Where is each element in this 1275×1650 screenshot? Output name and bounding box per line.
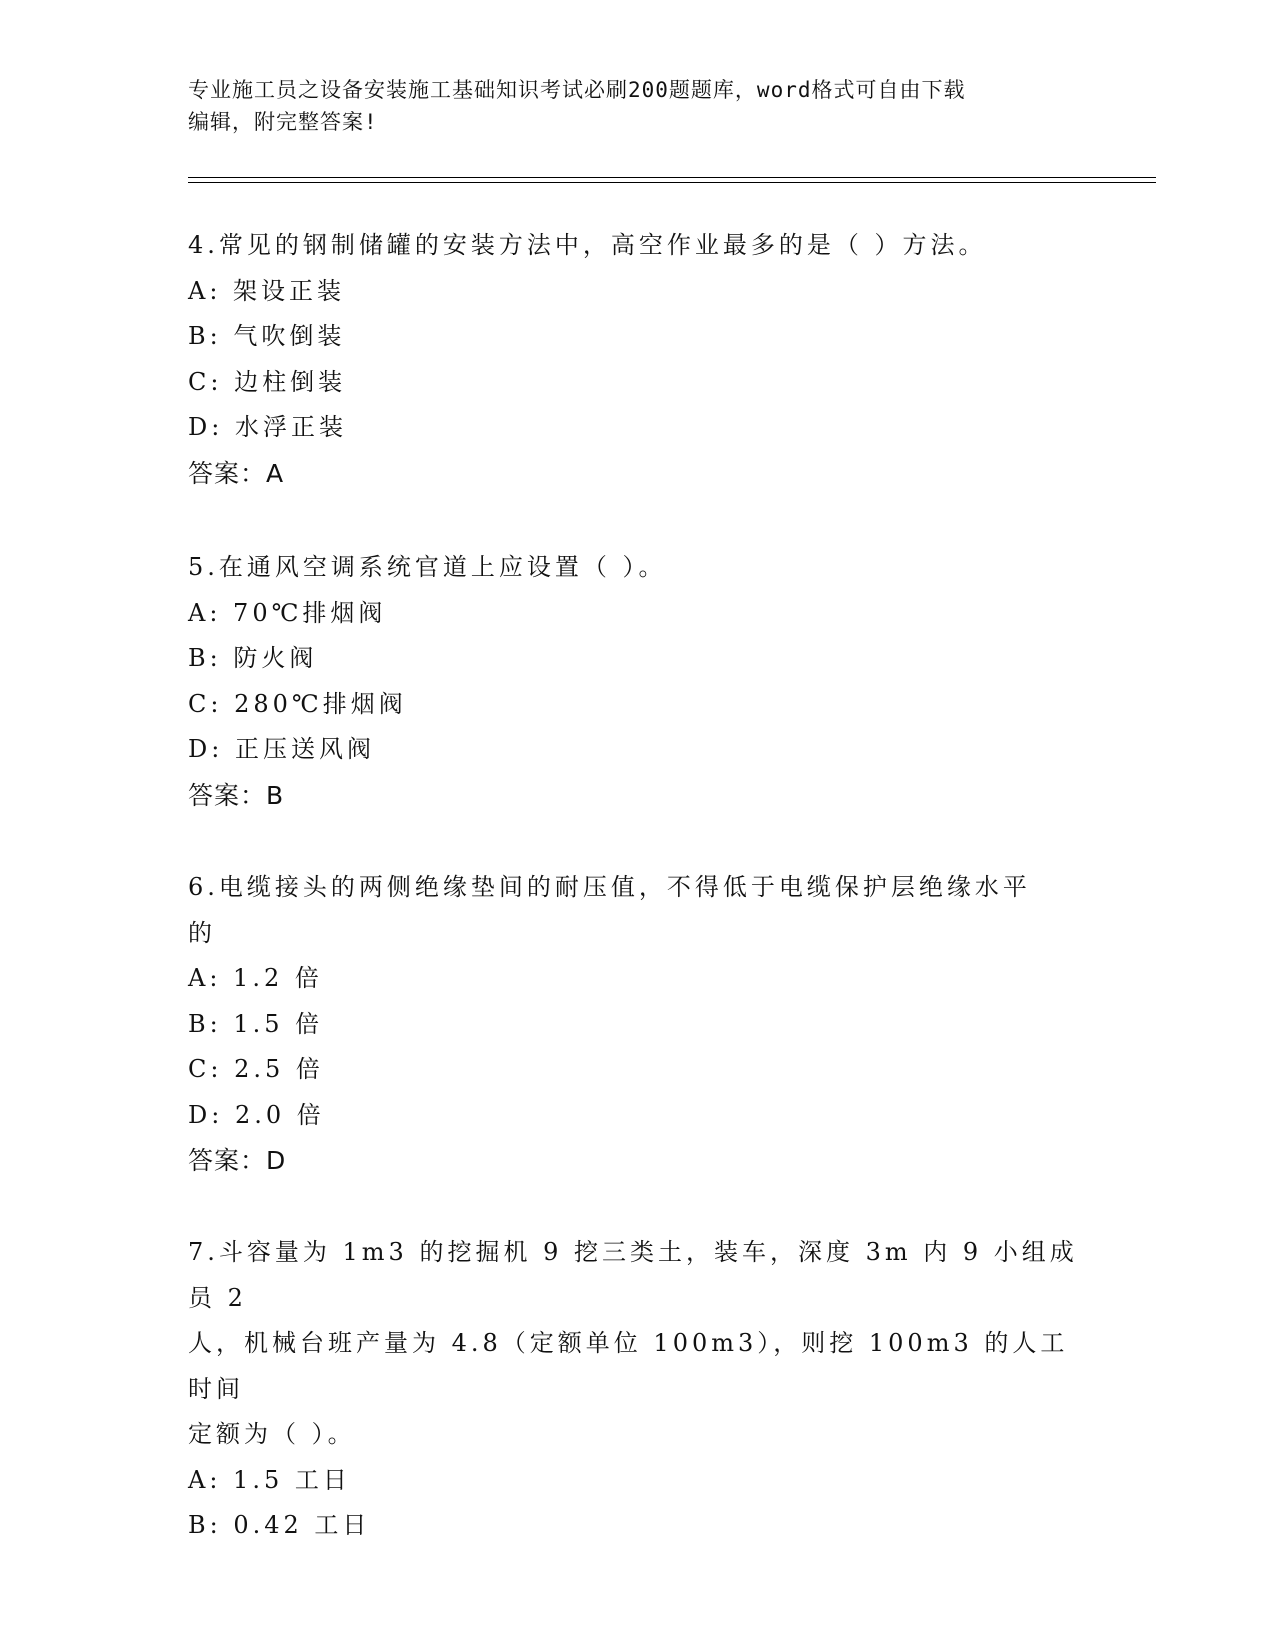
answer-label: 答案：B <box>188 780 285 810</box>
option-a: A: 70℃排烟阀 <box>188 598 387 627</box>
question-stem: 5.在通风空调系统官道上应设置（ ）。 <box>188 553 667 581</box>
option-d: D: 正压送风阀 <box>188 735 375 763</box>
question-stem-continued: 人，机械台班产量为 4.8（定额单位 100m3），则挖 100m3 的人工时间 <box>188 1329 1069 1403</box>
option-b: B: 1.5 倍 <box>188 1009 324 1038</box>
header-line-2: 编辑，附完整答案! <box>188 110 378 134</box>
option-c: C: 280℃排烟阀 <box>188 689 407 718</box>
question-4 <box>188 223 1088 496</box>
option-b: B: 防火阀 <box>188 644 318 672</box>
question-stem-continued: 的 <box>188 918 216 947</box>
document-header <box>188 74 1068 138</box>
question-stem: 7.斗容量为 1m3 的挖掘机 9 挖三类土，装车，深度 3m 内 9 小组成员 2 <box>188 1238 1078 1312</box>
question-stem: 6.电缆接头的两侧绝缘垫间的耐压值，不得低于电缆保护层绝缘水平 <box>188 873 1031 901</box>
question-5 <box>188 545 1088 818</box>
answer-label: 答案：A <box>188 458 285 488</box>
option-a: A: 1.2 倍 <box>188 964 323 992</box>
option-b: B: 气吹倒装 <box>188 322 346 350</box>
option-c: C: 边柱倒装 <box>188 367 347 396</box>
option-b: B: 0.42 工日 <box>188 1511 371 1539</box>
option-c: C: 2.5 倍 <box>188 1055 324 1083</box>
question-stem-continued: 定额为（ ）。 <box>188 1420 356 1448</box>
option-a: A: 架设正装 <box>188 276 346 305</box>
question-stem: 4.常见的钢制储罐的安装方法中，高空作业最多的是（ ）方法。 <box>188 231 987 259</box>
option-a: A: 1.5 工日 <box>188 1465 351 1494</box>
option-d: D: 水浮正装 <box>188 413 347 441</box>
question-7 <box>188 1230 1088 1549</box>
question-6 <box>188 865 1088 1184</box>
header-line-1: 专业施工员之设备安装施工基础知识考试必刷200题题库，word格式可自由下载 <box>188 78 966 102</box>
header-divider <box>188 177 1156 183</box>
answer-label: 答案：D <box>188 1146 287 1175</box>
option-d: D: 2.0 倍 <box>188 1100 325 1129</box>
